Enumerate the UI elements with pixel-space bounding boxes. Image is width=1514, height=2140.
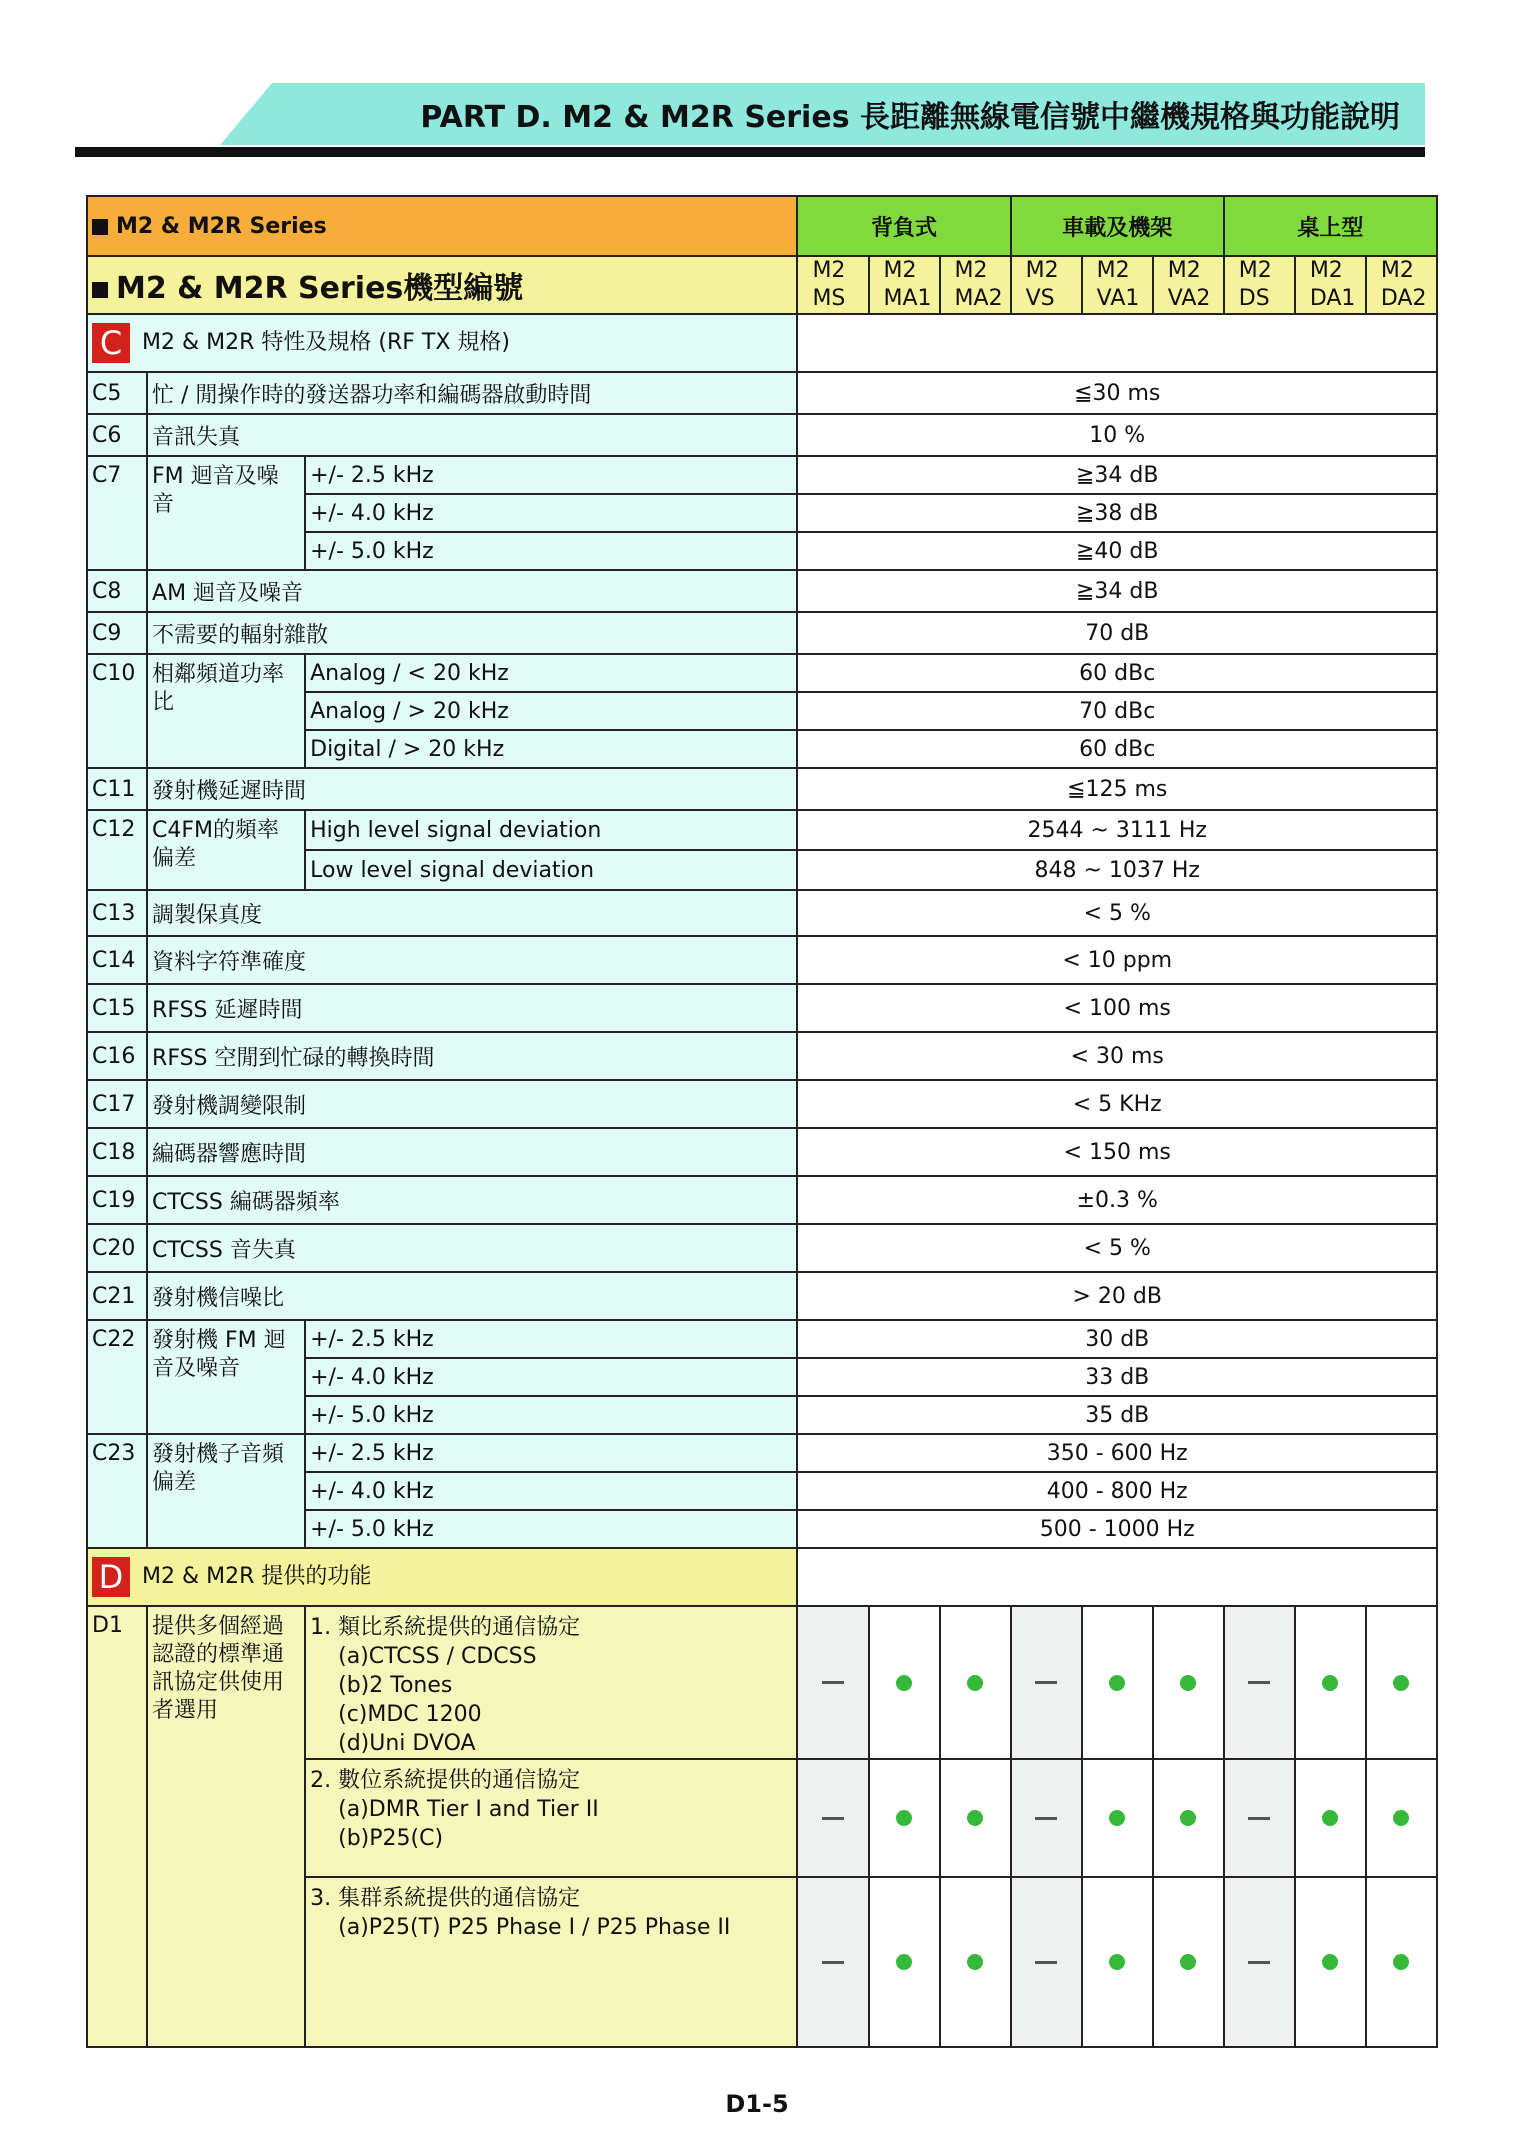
row-value: 70 dB — [797, 612, 1437, 654]
support-cell — [940, 1606, 1011, 1759]
row-value: 60 dBc — [797, 654, 1437, 692]
model-line-1: M2 — [1309, 258, 1343, 283]
row-value: ≦30 ms — [797, 372, 1437, 414]
row-value: ≧34 dB — [797, 456, 1437, 494]
row-condition: Low level signal deviation — [305, 850, 797, 890]
row-label: C4FM的頻率偏差 — [147, 810, 305, 890]
row-id: C5 — [87, 372, 147, 414]
model-label: M2 & M2R Series機型編號 — [116, 271, 524, 306]
section-title: M2 & M2R 特性及規格 (RF TX 規格) — [142, 330, 510, 355]
support-cell — [797, 1606, 868, 1759]
series-label: M2 & M2R Series — [116, 213, 327, 239]
protocol-cell — [305, 1877, 797, 2047]
square-bullet-icon — [92, 282, 108, 298]
model-cell — [1082, 256, 1153, 314]
section-d-blank — [797, 1548, 1437, 1606]
supported-dot-icon — [967, 1954, 983, 1970]
model-line-1: M2 — [954, 258, 988, 283]
support-cell — [1153, 1759, 1224, 1877]
row-value: < 10 ppm — [797, 936, 1437, 984]
row-id: C16 — [87, 1032, 147, 1080]
supported-dot-icon — [1322, 1810, 1338, 1826]
support-cell — [1082, 1606, 1153, 1759]
support-cell — [1082, 1759, 1153, 1877]
support-cell — [1153, 1606, 1224, 1759]
support-cell — [869, 1877, 940, 2047]
row-id: C21 — [87, 1272, 147, 1320]
section-c-header — [87, 314, 797, 372]
row-value: ±0.3 % — [797, 1176, 1437, 1224]
row-value: < 5 KHz — [797, 1080, 1437, 1128]
spec-table — [86, 195, 1438, 2048]
row-label: 提供多個經過認證的標準通訊協定供使用者選用 — [147, 1606, 305, 2047]
support-cell — [797, 1877, 868, 2047]
not-supported-dash-icon — [1248, 1961, 1270, 1964]
row-condition: +/- 2.5 kHz — [305, 1320, 797, 1358]
supported-dot-icon — [967, 1810, 983, 1826]
protocol-line: (d)Uni DVOA — [338, 1731, 476, 1756]
protocol-title: 1. 類比系統提供的通信協定 — [310, 1615, 581, 1640]
support-cell — [869, 1606, 940, 1759]
row-condition: +/- 2.5 kHz — [305, 456, 797, 494]
row-condition: +/- 5.0 kHz — [305, 1510, 797, 1548]
row-id: C9 — [87, 612, 147, 654]
row-value: 10 % — [797, 414, 1437, 456]
row-id: C8 — [87, 570, 147, 612]
model-line-2: MA1 — [883, 286, 932, 311]
support-cell — [940, 1877, 1011, 2047]
row-id: C7 — [87, 456, 147, 570]
row-condition: High level signal deviation — [305, 810, 797, 850]
support-cell — [1295, 1606, 1366, 1759]
model-line-2: MS — [812, 286, 846, 311]
supported-dot-icon — [1180, 1675, 1196, 1691]
model-line-1: M2 — [1238, 258, 1272, 283]
supported-dot-icon — [1109, 1675, 1125, 1691]
row-value: ≧40 dB — [797, 532, 1437, 570]
row-label: 音訊失真 — [147, 414, 797, 456]
support-cell — [1295, 1759, 1366, 1877]
row-value: ≦125 ms — [797, 768, 1437, 810]
row-label: FM 迴音及噪音 — [147, 456, 305, 570]
row-label: RFSS 空閒到忙碌的轉換時間 — [147, 1032, 797, 1080]
row-value: 400 - 800 Hz — [797, 1472, 1437, 1510]
model-line-2: VA1 — [1096, 286, 1140, 311]
row-value: ≧38 dB — [797, 494, 1437, 532]
support-cell — [1224, 1759, 1295, 1877]
protocol-line: (c)MDC 1200 — [338, 1702, 482, 1727]
supported-dot-icon — [1180, 1810, 1196, 1826]
row-label: 發射機子音頻偏差 — [147, 1434, 305, 1548]
protocol-line: (a)P25(T) P25 Phase I / P25 Phase II — [338, 1915, 731, 1940]
support-cell — [940, 1759, 1011, 1877]
row-value: < 100 ms — [797, 984, 1437, 1032]
model-cell — [797, 256, 868, 314]
model-cell — [1153, 256, 1224, 314]
support-cell — [1366, 1759, 1437, 1877]
row-condition: +/- 2.5 kHz — [305, 1434, 797, 1472]
row-id: C12 — [87, 810, 147, 890]
group-header: 桌上型 — [1224, 196, 1437, 256]
page-number: D1-5 — [725, 2090, 789, 2118]
model-header-cell — [87, 256, 797, 314]
model-line-2: VA2 — [1167, 286, 1211, 311]
row-label: 資料字符準確度 — [147, 936, 797, 984]
row-label: 忙 / 閒操作時的發送器功率和編碼器啟動時間 — [147, 372, 797, 414]
row-value: < 150 ms — [797, 1128, 1437, 1176]
row-id: C23 — [87, 1434, 147, 1548]
supported-dot-icon — [1393, 1954, 1409, 1970]
row-value: ≧34 dB — [797, 570, 1437, 612]
row-id: C20 — [87, 1224, 147, 1272]
row-value: < 30 ms — [797, 1032, 1437, 1080]
support-cell — [1224, 1877, 1295, 2047]
row-label: CTCSS 編碼器頻率 — [147, 1176, 797, 1224]
row-condition: +/- 4.0 kHz — [305, 1358, 797, 1396]
row-id: C11 — [87, 768, 147, 810]
model-line-2: MA2 — [954, 286, 1003, 311]
supported-dot-icon — [1393, 1675, 1409, 1691]
model-cell — [940, 256, 1011, 314]
row-label: 編碼器響應時間 — [147, 1128, 797, 1176]
row-condition: +/- 4.0 kHz — [305, 1472, 797, 1510]
row-label: 調製保真度 — [147, 890, 797, 936]
support-cell — [869, 1759, 940, 1877]
row-condition: +/- 5.0 kHz — [305, 1396, 797, 1434]
row-value: 848 ~ 1037 Hz — [797, 850, 1437, 890]
row-label: 不需要的輻射雜散 — [147, 612, 797, 654]
protocol-line: (b)2 Tones — [338, 1673, 453, 1698]
model-line-2: DA1 — [1309, 286, 1356, 311]
support-cell — [797, 1759, 868, 1877]
row-value: 70 dBc — [797, 692, 1437, 730]
not-supported-dash-icon — [1035, 1961, 1057, 1964]
support-cell — [1011, 1759, 1082, 1877]
support-cell — [1224, 1606, 1295, 1759]
not-supported-dash-icon — [1035, 1681, 1057, 1684]
series-header-cell — [87, 196, 797, 256]
row-label: 發射機信噪比 — [147, 1272, 797, 1320]
model-cell — [1295, 256, 1366, 314]
row-value: < 5 % — [797, 890, 1437, 936]
row-label: 發射機 FM 迴音及噪音 — [147, 1320, 305, 1434]
row-condition: Analog / < 20 kHz — [305, 654, 797, 692]
row-id: C15 — [87, 984, 147, 1032]
model-line-2: DS — [1238, 286, 1270, 311]
row-label: 發射機延遲時間 — [147, 768, 797, 810]
model-line-1: M2 — [1167, 258, 1201, 283]
row-id: C17 — [87, 1080, 147, 1128]
supported-dot-icon — [1393, 1810, 1409, 1826]
row-value: 2544 ~ 3111 Hz — [797, 810, 1437, 850]
protocol-line: (a)DMR Tier I and Tier II — [338, 1797, 599, 1822]
row-label: RFSS 延遲時間 — [147, 984, 797, 1032]
support-cell — [1295, 1877, 1366, 2047]
row-id: C13 — [87, 890, 147, 936]
model-line-1: M2 — [1380, 258, 1414, 283]
row-label: AM 迴音及噪音 — [147, 570, 797, 612]
model-line-1: M2 — [1096, 258, 1130, 283]
row-value: 500 - 1000 Hz — [797, 1510, 1437, 1548]
row-id: C10 — [87, 654, 147, 768]
supported-dot-icon — [896, 1954, 912, 1970]
section-c-blank — [797, 314, 1437, 372]
row-label: CTCSS 音失真 — [147, 1224, 797, 1272]
not-supported-dash-icon — [1248, 1681, 1270, 1684]
not-supported-dash-icon — [1248, 1817, 1270, 1820]
protocol-title: 3. 集群系統提供的通信協定 — [310, 1886, 581, 1911]
row-id: D1 — [87, 1606, 147, 2047]
row-condition: +/- 4.0 kHz — [305, 494, 797, 532]
row-value: 35 dB — [797, 1396, 1437, 1434]
support-cell — [1082, 1877, 1153, 2047]
section-d-header — [87, 1548, 797, 1606]
header-rule — [75, 147, 1425, 157]
protocol-line: (a)CTCSS / CDCSS — [338, 1644, 537, 1669]
group-header: 背負式 — [797, 196, 1010, 256]
row-id: C6 — [87, 414, 147, 456]
protocol-title: 2. 數位系統提供的通信協定 — [310, 1768, 581, 1793]
protocol-line: (b)P25(C) — [338, 1826, 444, 1851]
supported-dot-icon — [896, 1810, 912, 1826]
support-cell — [1153, 1877, 1224, 2047]
row-value: > 20 dB — [797, 1272, 1437, 1320]
supported-dot-icon — [1180, 1954, 1196, 1970]
row-id: C14 — [87, 936, 147, 984]
model-line-1: M2 — [883, 258, 917, 283]
group-header: 車載及機架 — [1011, 196, 1224, 256]
row-label: 發射機調變限制 — [147, 1080, 797, 1128]
support-cell — [1366, 1606, 1437, 1759]
row-label: 相鄰頻道功率比 — [147, 654, 305, 768]
supported-dot-icon — [1109, 1954, 1125, 1970]
protocol-cell — [305, 1606, 797, 1759]
page-title: PART D. M2 & M2R Series 長距離無線電信號中繼機規格與功能說明 — [420, 100, 1400, 135]
row-value: 30 dB — [797, 1320, 1437, 1358]
model-line-1: M2 — [812, 258, 846, 283]
supported-dot-icon — [967, 1675, 983, 1691]
section-title: M2 & M2R 提供的功能 — [142, 1564, 372, 1589]
not-supported-dash-icon — [1035, 1817, 1057, 1820]
supported-dot-icon — [1109, 1810, 1125, 1826]
row-condition: +/- 5.0 kHz — [305, 532, 797, 570]
row-value: 60 dBc — [797, 730, 1437, 768]
model-line-2: VS — [1025, 286, 1055, 311]
model-cell — [869, 256, 940, 314]
section-badge: C — [92, 323, 130, 363]
supported-dot-icon — [1322, 1675, 1338, 1691]
row-condition: Analog / > 20 kHz — [305, 692, 797, 730]
model-line-2: DA2 — [1380, 286, 1427, 311]
support-cell — [1011, 1877, 1082, 2047]
row-condition: Digital / > 20 kHz — [305, 730, 797, 768]
model-cell — [1366, 256, 1437, 314]
row-id: C19 — [87, 1176, 147, 1224]
row-id: C22 — [87, 1320, 147, 1434]
model-cell — [1011, 256, 1082, 314]
row-value: < 5 % — [797, 1224, 1437, 1272]
not-supported-dash-icon — [822, 1961, 844, 1964]
protocol-cell — [305, 1759, 797, 1877]
row-value: 33 dB — [797, 1358, 1437, 1396]
model-cell — [1224, 256, 1295, 314]
not-supported-dash-icon — [822, 1817, 844, 1820]
support-cell — [1011, 1606, 1082, 1759]
section-badge: D — [92, 1557, 130, 1597]
not-supported-dash-icon — [822, 1681, 844, 1684]
square-bullet-icon — [92, 219, 108, 235]
model-line-1: M2 — [1025, 258, 1059, 283]
supported-dot-icon — [1322, 1954, 1338, 1970]
row-value: 350 - 600 Hz — [797, 1434, 1437, 1472]
supported-dot-icon — [896, 1675, 912, 1691]
row-id: C18 — [87, 1128, 147, 1176]
support-cell — [1366, 1877, 1437, 2047]
